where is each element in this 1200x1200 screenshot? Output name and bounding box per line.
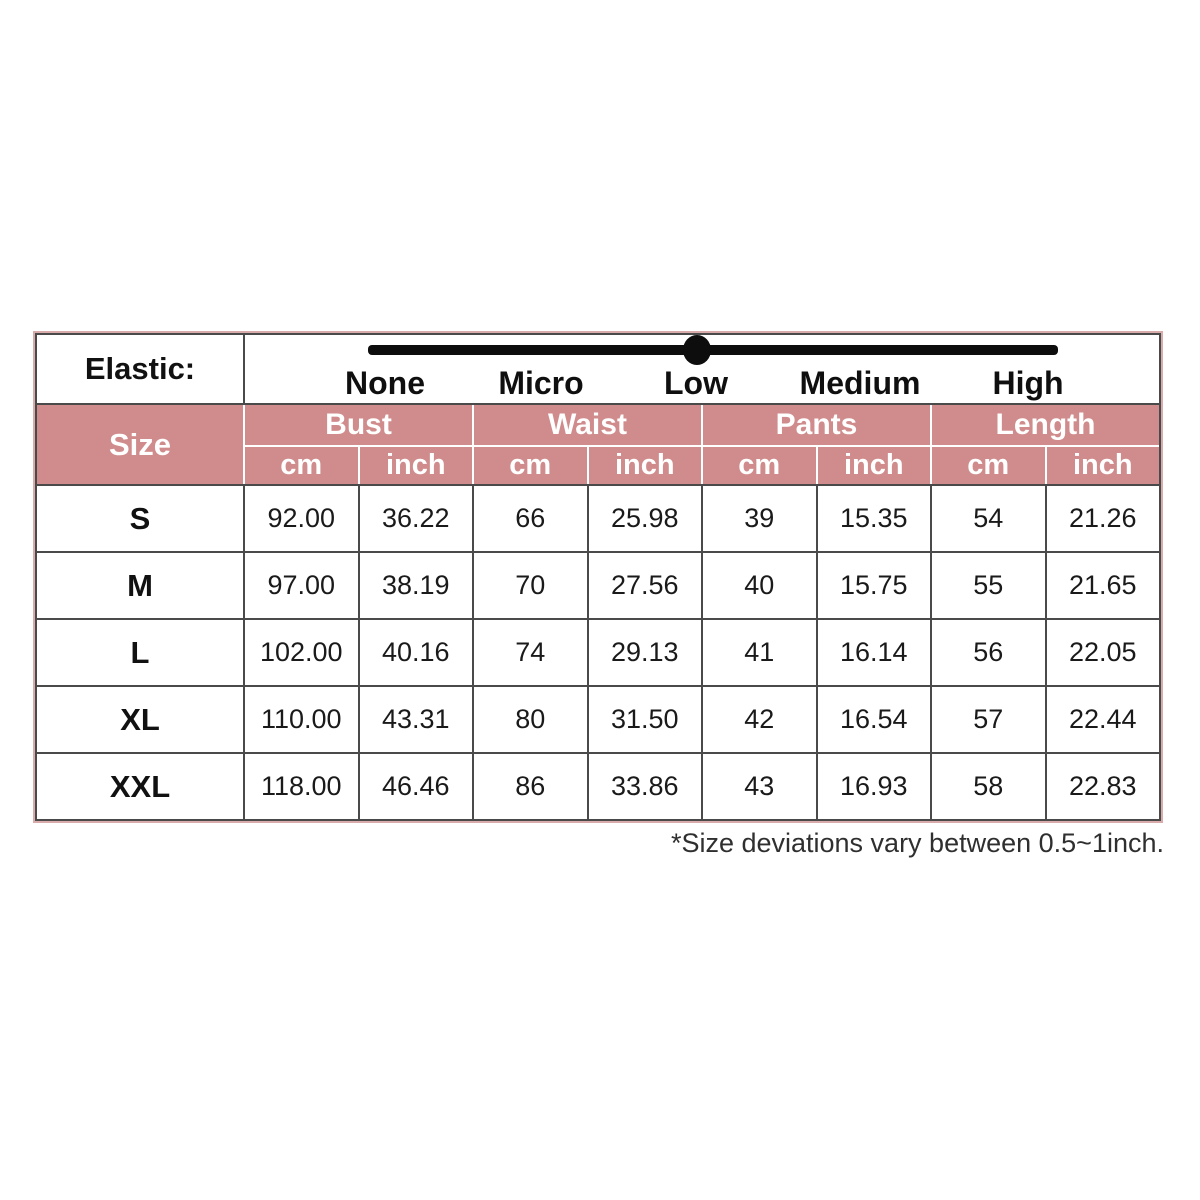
row-m-length-inch: 21.65 <box>1047 553 1160 618</box>
row-s-length-inch: 21.26 <box>1047 486 1160 551</box>
row-m-waist-cm: 70 <box>474 553 587 618</box>
col-group-bust: Bust <box>245 405 472 445</box>
col-group-pants: Pants <box>703 405 930 445</box>
unit-header-length-cm: cm <box>932 447 1045 484</box>
row-l-length-cm: 56 <box>932 620 1045 685</box>
unit-header-bust-cm: cm <box>245 447 358 484</box>
row-l-pants-cm: 41 <box>703 620 816 685</box>
slider-level-micro: Micro <box>498 365 584 401</box>
row-s-pants-inch: 15.35 <box>818 486 931 551</box>
row-xxl-pants-inch: 16.93 <box>818 754 931 819</box>
row-l-bust-cm: 102.00 <box>245 620 358 685</box>
row-xl-pants-cm: 42 <box>703 687 816 752</box>
row-m-pants-cm: 40 <box>703 553 816 618</box>
row-l-waist-cm: 74 <box>474 620 587 685</box>
row-m-size: M <box>37 553 243 618</box>
row-l-bust-inch: 40.16 <box>360 620 473 685</box>
row-m-bust-cm: 97.00 <box>245 553 358 618</box>
row-l-waist-inch: 29.13 <box>589 620 702 685</box>
slider-level-none: None <box>345 365 425 401</box>
row-xl-waist-inch: 31.50 <box>589 687 702 752</box>
table-body <box>37 486 1159 819</box>
row-xl-length-cm: 57 <box>932 687 1045 752</box>
row-xxl-waist-cm: 86 <box>474 754 587 819</box>
row-xl-bust-inch: 43.31 <box>360 687 473 752</box>
unit-header-pants-cm: cm <box>703 447 816 484</box>
row-s-waist-cm: 66 <box>474 486 587 551</box>
row-xxl-length-cm: 58 <box>932 754 1045 819</box>
row-m-pants-inch: 15.75 <box>818 553 931 618</box>
row-xl-bust-cm: 110.00 <box>245 687 358 752</box>
row-xxl-bust-cm: 118.00 <box>245 754 358 819</box>
col-group-waist: Waist <box>474 405 701 445</box>
col-group-length: Length <box>932 405 1159 445</box>
row-xl-waist-cm: 80 <box>474 687 587 752</box>
unit-header-bust-inch: inch <box>360 447 473 484</box>
size-chart-table-inner <box>35 333 1161 821</box>
unit-header-pants-inch: inch <box>818 447 931 484</box>
slider-track <box>368 345 1058 355</box>
unit-header-waist-cm: cm <box>474 447 587 484</box>
row-m-length-cm: 55 <box>932 553 1045 618</box>
row-s-length-cm: 54 <box>932 486 1045 551</box>
row-xl-pants-inch: 16.54 <box>818 687 931 752</box>
slider-level-high: High <box>992 365 1064 401</box>
unit-header-length-inch: inch <box>1047 447 1160 484</box>
row-xxl-bust-inch: 46.46 <box>360 754 473 819</box>
col-header-size: Size <box>37 405 243 484</box>
row-l-size: L <box>37 620 243 685</box>
slider-level-medium: Medium <box>799 365 921 401</box>
row-xl-size: XL <box>37 687 243 752</box>
slider-level-low: Low <box>664 365 728 401</box>
row-xl-length-inch: 22.44 <box>1047 687 1160 752</box>
row-s-bust-inch: 36.22 <box>360 486 473 551</box>
slider-knob-icon <box>683 335 711 365</box>
elastic-slider <box>245 335 1159 403</box>
row-m-waist-inch: 27.56 <box>589 553 702 618</box>
row-s-waist-inch: 25.98 <box>589 486 702 551</box>
row-xxl-pants-cm: 43 <box>703 754 816 819</box>
row-xxl-length-inch: 22.83 <box>1047 754 1160 819</box>
row-xxl-size: XXL <box>37 754 243 819</box>
elastic-row <box>37 335 1159 403</box>
table-header <box>37 403 1159 486</box>
unit-header-waist-inch: inch <box>589 447 702 484</box>
row-s-size: S <box>37 486 243 551</box>
row-l-pants-inch: 16.14 <box>818 620 931 685</box>
size-chart-table <box>33 331 1163 823</box>
elastic-label-cell <box>37 335 245 403</box>
size-deviation-note: *Size deviations vary between 0.5~1inch. <box>670 828 1164 858</box>
row-s-pants-cm: 39 <box>703 486 816 551</box>
row-l-length-inch: 22.05 <box>1047 620 1160 685</box>
row-s-bust-cm: 92.00 <box>245 486 358 551</box>
row-xxl-waist-inch: 33.86 <box>589 754 702 819</box>
elastic-label: Elastic: <box>84 351 196 386</box>
row-m-bust-inch: 38.19 <box>360 553 473 618</box>
